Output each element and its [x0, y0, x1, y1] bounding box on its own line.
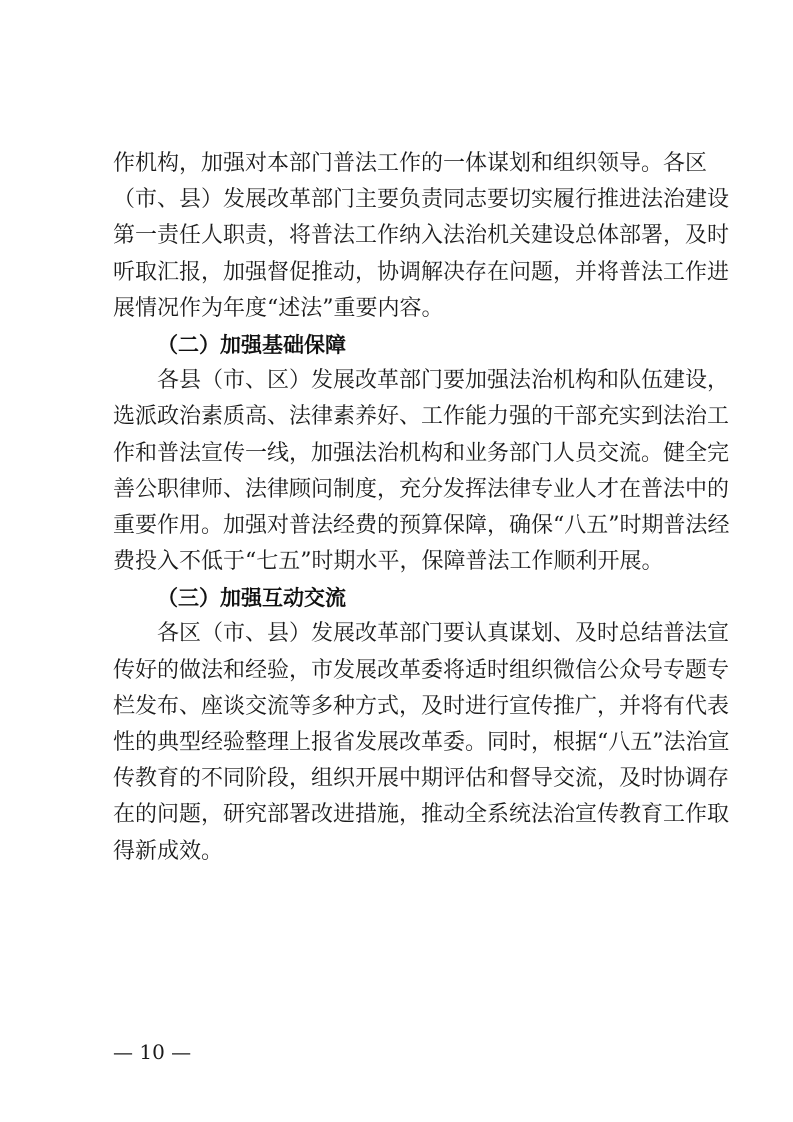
paragraph-interaction	[113, 616, 730, 869]
text-line: 传好的做法和经验，市发展改革委将适时组织微信公众号专题专	[113, 657, 730, 683]
text-line: 作机构，加强对本部门普法工作的一体谋划和组织领导。各区	[113, 151, 708, 176]
text-line: 选派政治素质高、法律素养好、工作能力强的干部充实到法治工	[113, 404, 730, 430]
paragraph-basic-guarantee	[113, 363, 730, 580]
document-body	[113, 146, 730, 870]
section-heading-basic-guarantee: （二）加强基础保障	[157, 332, 346, 357]
text-line: 第一责任人职责，将普法工作纳入法治机关建设总体部署，及时	[113, 223, 730, 249]
text-line: 得新成效。	[113, 838, 224, 864]
text-line: 各县（市、区）发展改革部门要加强法治机构和队伍建设，	[157, 368, 730, 394]
text-line: 各区（市、县）发展改革部门要认真谋划、及时总结普法宣	[157, 621, 730, 647]
paragraph-leadership	[113, 146, 730, 327]
text-line: 传教育的不同阶段，组织开展中期评估和督导交流，及时协调存	[113, 766, 730, 792]
text-line: 性的典型经验整理上报省发展改革委。同时，根据“八五”法治宣	[113, 730, 730, 755]
text-line: 在的问题，研究部署改进措施，推动全系统法治宣传教育工作取	[113, 802, 730, 828]
text-line: 重要作用。加强对普法经费的预算保障，确保“八五”时期普法经	[113, 512, 730, 538]
text-line: 作和普法宣传一线，加强法治机构和业务部门人员交流。健全完	[113, 440, 730, 466]
text-line: 展情况作为年度“述法”重要内容。	[113, 295, 444, 321]
section-heading-interaction: （三）加强互动交流	[157, 586, 346, 611]
text-line: （市、县）发展改革部门主要负责同志要切实履行推进法治建设	[113, 187, 730, 213]
page-number: — 10 —	[113, 1040, 192, 1064]
text-line: 费投入不低于“七五”时期水平，保障普法工作顺利开展。	[113, 549, 664, 575]
text-line: 听取汇报，加强督促推动，协调解决存在问题，并将普法工作进	[113, 259, 730, 285]
text-line: 栏发布、座谈交流等多种方式，及时进行宣传推广，并将有代表	[113, 693, 730, 719]
text-line: 善公职律师、法律顾问制度，充分发挥法律专业人才在普法中的	[113, 476, 730, 502]
